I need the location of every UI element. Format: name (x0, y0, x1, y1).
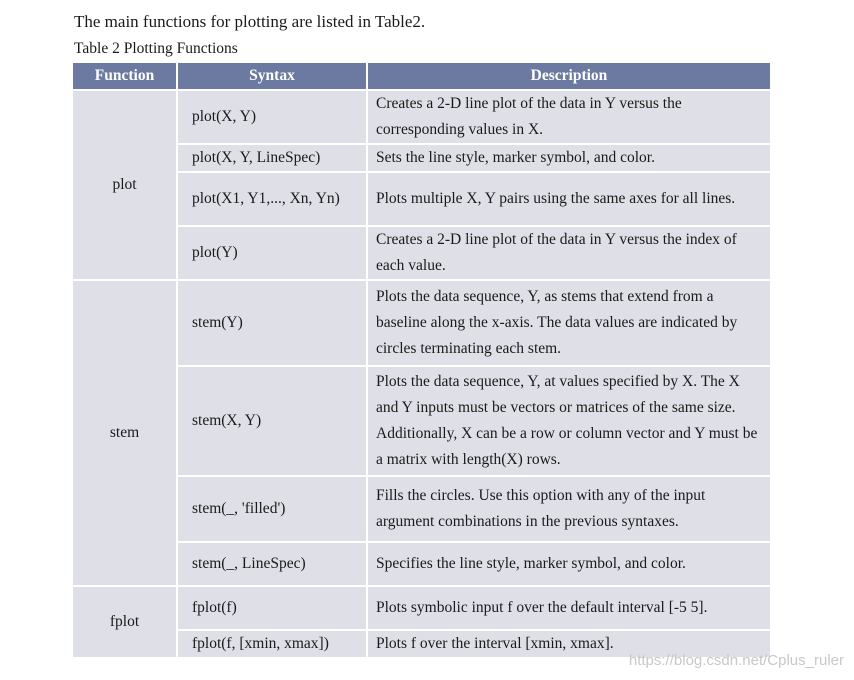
table-header-row (73, 63, 770, 91)
syntax-cell: plot(X, Y, LineSpec) (178, 145, 368, 173)
syntax-cell: plot(X1, Y1,..., Xn, Yn) (178, 173, 368, 227)
table-caption: Table 2 Plotting Functions (74, 40, 238, 57)
table-row (73, 173, 770, 227)
function-name-fplot: fplot (73, 587, 178, 659)
syntax-cell: plot(Y) (178, 227, 368, 281)
table-row (73, 91, 770, 145)
plotting-functions-table (73, 63, 770, 659)
header-syntax: Syntax (178, 63, 368, 91)
syntax-cell: stem(X, Y) (178, 367, 368, 477)
description-cell: Specifies the line style, marker symbol, and color. (368, 543, 770, 587)
watermark: https://blog.csdn.net/Cplus_ruler (628, 652, 844, 669)
syntax-cell: stem(_, 'filled') (178, 477, 368, 543)
description-cell: Plots multiple X, Y pairs using the same axes for all lines. (368, 173, 770, 227)
table-row (73, 281, 770, 367)
table-row (73, 367, 770, 477)
syntax-cell: plot(X, Y) (178, 91, 368, 145)
description-cell: Plots the data sequence, Y, as stems that extend from a baseline along the x-axis. The data values are indicated by circles terminating each stem. (368, 281, 770, 367)
syntax-cell: stem(_, LineSpec) (178, 543, 368, 587)
table-row (73, 587, 770, 631)
table-row (73, 477, 770, 543)
syntax-cell: stem(Y) (178, 281, 368, 367)
intro-text: The main functions for plotting are listed in Table2. (74, 12, 426, 31)
description-cell: Plots the data sequence, Y, at values specified by X. The X and Y inputs must be vectors or matrices of the same size. Additionally, X can be a row or column vector and Y must be a matrix with length(X) rows. (368, 367, 770, 477)
function-name-plot: plot (73, 91, 178, 281)
table-row (73, 145, 770, 173)
syntax-cell: fplot(f, [xmin, xmax]) (178, 631, 368, 659)
description-cell: Plots symbolic input f over the default interval [-5 5]. (368, 587, 770, 631)
function-name-stem: stem (73, 281, 178, 587)
syntax-cell: fplot(f) (178, 587, 368, 631)
description-cell: Creates a 2-D line plot of the data in Y versus the corresponding values in X. (368, 91, 770, 145)
header-function: Function (73, 63, 178, 91)
table-row (73, 227, 770, 281)
header-description: Description (368, 63, 770, 91)
table-row (73, 543, 770, 587)
description-cell: Fills the circles. Use this option with any of the input argument combinations in the previous syntaxes. (368, 477, 770, 543)
description-cell: Creates a 2-D line plot of the data in Y versus the index of each value. (368, 227, 770, 281)
description-cell: Sets the line style, marker symbol, and color. (368, 145, 770, 173)
description-cell: Plots f over the interval [xmin, xmax]. (368, 631, 770, 659)
